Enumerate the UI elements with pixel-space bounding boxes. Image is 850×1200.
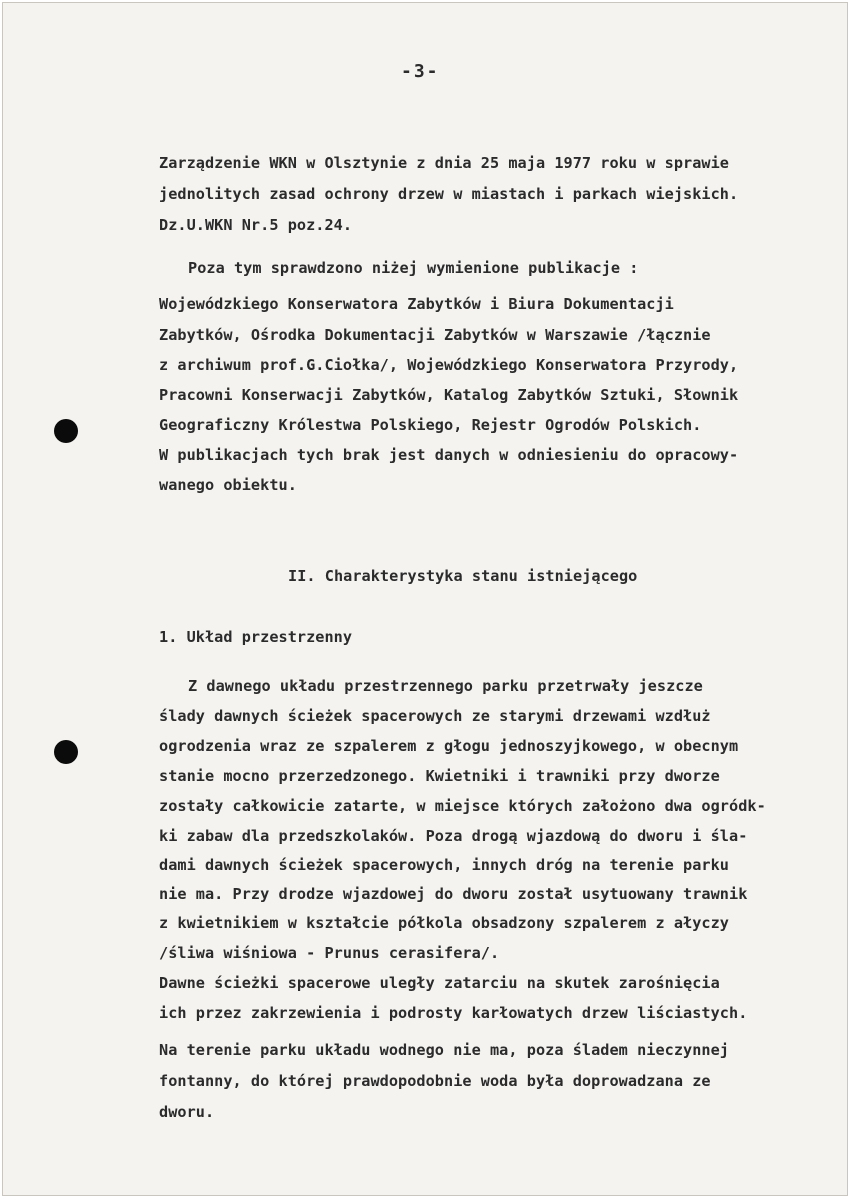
text-line: ogrodzenia wraz ze szpalerem z głogu jednoszyjkowego, w obecnym xyxy=(159,737,739,755)
text-line: fontanny, do której prawdopodobnie woda była doprowadzana ze xyxy=(159,1072,711,1090)
punch-hole xyxy=(54,740,78,764)
text-line: z archiwum prof.G.Ciołka/, Wojewódzkiego Konserwatora Przyrody, xyxy=(159,356,739,374)
section-title: II. Charakterystyka stanu istniejącego xyxy=(288,567,638,585)
page-number: -3- xyxy=(401,61,440,82)
subsection-title: 1. Układ przestrzenny xyxy=(159,628,353,646)
document-page xyxy=(2,2,848,1196)
text-line: ki zabaw dla przedszkolaków. Poza drogą wjazdową do dworu i śla- xyxy=(159,827,748,845)
text-line: Poza tym sprawdzono niżej wymienione publikacje : xyxy=(188,259,639,277)
text-line: /śliwa wiśniowa - Prunus cerasifera/. xyxy=(159,944,500,962)
text-line: Wojewódzkiego Konserwatora Zabytków i Biura Dokumentacji xyxy=(159,295,674,313)
text-line: dworu. xyxy=(159,1103,215,1121)
text-line: ich przez zakrzewienia i podrosty karłowatych drzew liściastych. xyxy=(159,1004,748,1022)
text-line: Zabytków, Ośrodka Dokumentacji Zabytków w Warszawie /łącznie xyxy=(159,326,711,344)
text-line: W publikacjach tych brak jest danych w odniesieniu do opracowy- xyxy=(159,446,739,464)
text-line: Z dawnego układu przestrzennego parku przetrwały jeszcze xyxy=(188,677,703,695)
text-line: wanego obiektu. xyxy=(159,476,297,494)
text-line: Geograficzny Królestwa Polskiego, Rejestr Ogrodów Polskich. xyxy=(159,416,702,434)
text-line: zostały całkowicie zatarte, w miejsce których założono dwa ogródk- xyxy=(159,797,766,815)
text-line: z kwietnikiem w kształcie półkola obsadzony szpalerem z ałyczy xyxy=(159,914,730,932)
text-line: Na terenie parku układu wodnego nie ma, poza śladem nieczynnej xyxy=(159,1041,730,1059)
text-line: nie ma. Przy drodze wjazdowej do dworu został usytuowany trawnik xyxy=(159,885,748,903)
punch-hole xyxy=(54,419,78,443)
text-line: Pracowni Konserwacji Zabytków, Katalog Zabytków Sztuki, Słownik xyxy=(159,386,739,404)
text-line: dami dawnych ścieżek spacerowych, innych dróg na terenie parku xyxy=(159,856,730,874)
text-line: Zarządzenie WKN w Olsztynie z dnia 25 maja 1977 roku w sprawie xyxy=(159,154,730,172)
text-line: Dawne ścieżki spacerowe uległy zatarciu na skutek zarośnięcia xyxy=(159,974,720,992)
text-line: ślady dawnych ścieżek spacerowych ze starymi drzewami wzdłuż xyxy=(159,707,711,725)
text-line: Dz.U.WKN Nr.5 poz.24. xyxy=(159,216,353,234)
text-line: jednolitych zasad ochrony drzew w miastach i parkach wiejskich. xyxy=(159,185,739,203)
text-line: stanie mocno przerzedzonego. Kwietniki i trawniki przy dworze xyxy=(159,767,720,785)
